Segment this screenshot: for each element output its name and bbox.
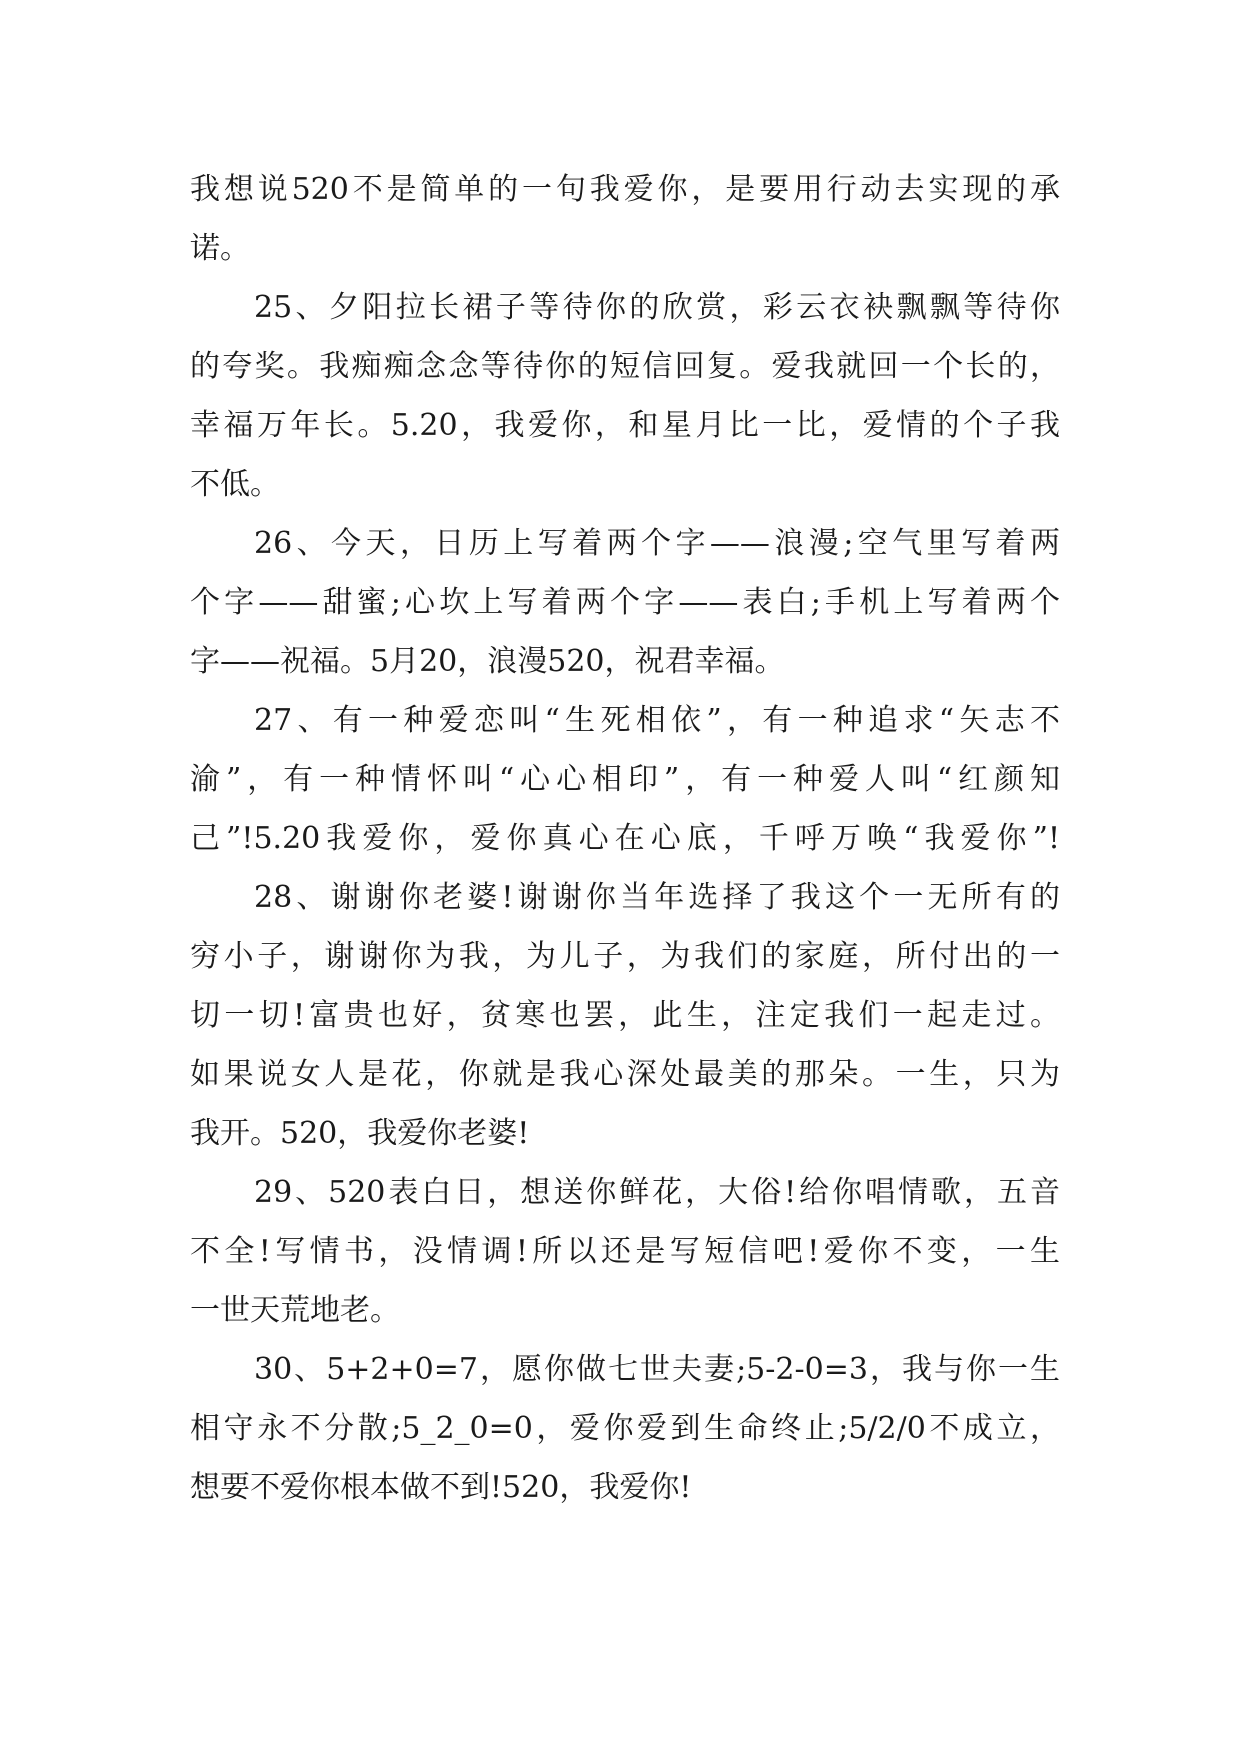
text-line: 切一切!富贵也好，贫寒也罢，此生，注定我们一起走过。 [190,998,1060,1033]
text-line: 30、5+2+0=7，愿你做七世夫妻;5-2-0=3，我与你一生 [254,1352,1060,1387]
text-line: 个字——甜蜜;心坎上写着两个字——表白;手机上写着两个 [190,585,1060,620]
text-line: 幸福万年长。5.20，我爱你，和星月比一比，爱情的个子我 [190,408,1060,443]
text-line: 28、谢谢你老婆!谢谢你当年选择了我这个一无所有的 [254,880,1060,915]
text-line: 诺。 [190,231,250,266]
text-line: 25、夕阳拉长裙子等待你的欣赏，彩云衣袂飘飘等待你 [254,290,1060,325]
text-line: 相守永不分散;5_2_0=0，爱你爱到生命终止;5/2/0不成立， [190,1411,1060,1446]
text-line: 26、今天，日历上写着两个字——浪漫;空气里写着两 [254,526,1060,561]
text-line: 的夸奖。我痴痴念念等待你的短信回复。爱我就回一个长的， [190,349,1060,384]
text-line: 想要不爱你根本做不到!520，我爱你! [190,1470,692,1505]
body-text [190,160,1060,1517]
text-line: 不低。 [190,467,280,502]
text-line: 我开。520，我爱你老婆! [190,1116,530,1151]
text-line: 渝”，有一种情怀叫“心心相印”，有一种爱人叫“红颜知 [190,762,1060,797]
text-line: 如果说女人是花，你就是我心深处最美的那朵。一生，只为 [190,1057,1060,1092]
text-line: 一世天荒地老。 [190,1293,400,1328]
text-line: 27、有一种爱恋叫“生死相依”，有一种追求“矢志不 [254,703,1060,738]
text-line: 穷小子，谢谢你为我，为儿子，为我们的家庭，所付出的一 [190,939,1060,974]
text-line: 己”!5.20我爱你，爱你真心在心底，千呼万唤“我爱你”! [190,821,1060,856]
text-line: 29、520表白日，想送你鲜花，大俗!给你唱情歌，五音 [254,1175,1060,1210]
text-line: 字——祝福。5月20，浪漫520，祝君幸福。 [190,644,785,679]
text-line: 不全!写情书，没情调!所以还是写短信吧!爱你不变，一生 [190,1234,1060,1269]
text-line: 我想说520不是简单的一句我爱你，是要用行动去实现的承 [190,172,1060,207]
